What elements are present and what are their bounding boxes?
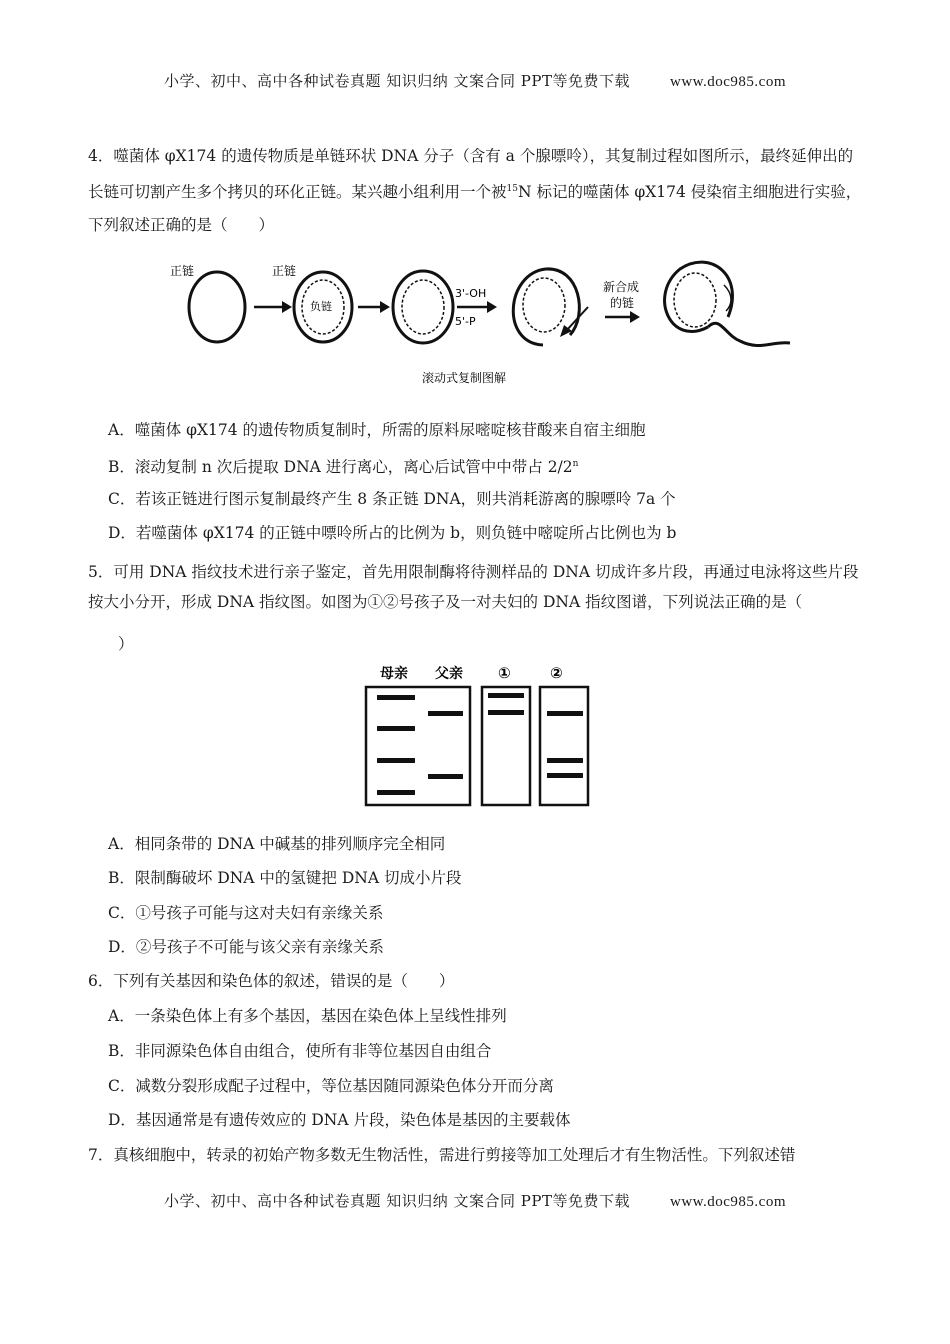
circle-5-inner <box>674 273 716 327</box>
page-footer <box>0 1190 950 1211</box>
band <box>488 710 524 715</box>
band <box>488 693 524 698</box>
q6-option-a: A．一条染色体上有多个基因，基因在染色体上呈线性排列 <box>108 1007 507 1025</box>
q4-option-c: C．若该正链进行图示复制最终产生 8 条正链 DNA，则共消耗游离的腺嘌呤 7a 个 <box>108 490 676 508</box>
band <box>428 774 463 779</box>
q5-option-d: D．②号孩子不可能与该父亲有亲缘关系 <box>108 938 384 956</box>
band <box>377 758 415 763</box>
header-url[interactable]: www.doc985.com <box>669 74 786 90</box>
q5-stem: 5．可用 DNA 指纹技术进行亲子鉴定，首先用限制酶将待测样品的 DNA 切成许多片段，再通过电泳将这些片段按大小分开，形成 DNA 指纹图。如图为①②号孩子及一对夫妇的 DNA 指纹图谱，下列说法正确的是（ <box>88 563 859 611</box>
dna-fingerprint-gel <box>360 662 610 810</box>
q4-stem-part1: 4．噬菌体 φX174 的遗传物质是单链环状 DNA 分子（含有 a 个腺嘌呤），其复制过程如图所示，最终延伸出的长链可切割产生多个拷贝的环化正链。某兴趣小组利用一个被 <box>88 147 854 202</box>
band <box>547 711 583 716</box>
header-text: 小学、初中、高中各种试卷真题 知识归纳 文案合同 PPT等免费下载 <box>163 72 630 90</box>
label-3-oh: 3'-OH <box>455 287 487 300</box>
child-2-lane-box <box>540 687 588 805</box>
band <box>428 711 463 716</box>
label-positive-strand-1: 正链 <box>170 264 195 278</box>
q5-option-a: A．相同条带的 DNA 中碱基的排列顺序完全相同 <box>108 835 446 853</box>
child-1-lane-box <box>482 687 530 805</box>
label-5-p: 5'-P <box>455 315 476 328</box>
q4-option-b: B．滚动复制 n 次后提取 DNA 进行离心，离心后试管中中带占 2/2$^n$ <box>108 458 579 477</box>
lane-label-child-1: ① <box>498 664 511 682</box>
q6-option-b: B．非同源染色体自由组合，使所有非等位基因自由组合 <box>108 1042 492 1060</box>
displaced-tail <box>708 323 790 345</box>
label-positive-strand-2: 正链 <box>272 264 297 278</box>
band <box>377 726 415 731</box>
question-7-stem: 7．真核细胞中，转录的初始产物多数无生物活性，需进行剪接等加工处理后才有生物活性。下列叙述错 <box>88 1146 796 1164</box>
label-new-chain-2: 的链 <box>610 296 635 310</box>
lane-label-child-2: ② <box>550 664 563 682</box>
question-4-stem <box>88 140 863 242</box>
footer-text: 小学、初中、高中各种试卷真题 知识归纳 文案合同 PPT等免费下载 <box>163 1192 630 1210</box>
band <box>547 773 583 778</box>
arrow-3-head <box>487 301 497 313</box>
option-b-exponent: n <box>572 459 579 469</box>
rolling-circle-diagram <box>160 255 800 390</box>
arrow-5-head <box>630 311 640 323</box>
isotope-mass: 15 <box>506 184 518 194</box>
circle-4-inner <box>523 278 565 332</box>
circle-1 <box>189 272 245 342</box>
circle-5-outer <box>665 262 733 331</box>
q5-stem-close: ） <box>118 635 134 653</box>
label-negative-strand: 负链 <box>310 300 332 313</box>
band <box>547 758 583 763</box>
footer-url[interactable]: www.doc985.com <box>669 1194 786 1210</box>
arrow-1-head <box>282 301 292 313</box>
question-6-stem: 6．下列有关基因和染色体的叙述，错误的是（ ） <box>88 972 455 990</box>
q4-option-a: A．噬菌体 φX174 的遗传物质复制时，所需的原料尿嘧啶核苷酸来自宿主细胞 <box>108 421 646 439</box>
q5-option-c: C．①号孩子可能与这对夫妇有亲缘关系 <box>108 904 384 922</box>
parents-lane-box <box>366 687 470 805</box>
arrow-2-head <box>380 301 390 313</box>
page-header <box>0 70 950 91</box>
band <box>377 790 415 795</box>
question-5-stem <box>88 557 863 617</box>
band <box>377 695 415 700</box>
label-new-chain-1: 新合成 <box>603 280 640 294</box>
lane-label-father: 父亲 <box>435 666 463 682</box>
q6-option-d: D．基因通常是有遗传效应的 DNA 片段，染色体是基因的主要载体 <box>108 1111 571 1129</box>
q4-stem-part2: N 标记的噬菌体 φX174 侵染宿主细胞进行实验，下列叙述正确的是（ ） <box>88 183 862 235</box>
circle-3-inner <box>402 280 444 334</box>
diagram-caption: 滚动式复制图解 <box>422 371 507 385</box>
q6-option-c: C．减数分裂形成配子过程中，等位基因随同源染色体分开而分离 <box>108 1077 554 1095</box>
circle-4-outer <box>513 269 579 345</box>
q4-option-d: D．若噬菌体 φX174 的正链中嘌呤所占的比例为 b，则负链中嘧啶所占比例也为 b <box>108 524 677 542</box>
arrow-4 <box>566 307 588 331</box>
q5-option-b: B．限制酶破坏 DNA 中的氢键把 DNA 切成小片段 <box>108 869 462 887</box>
lane-label-mother: 母亲 <box>380 666 408 682</box>
